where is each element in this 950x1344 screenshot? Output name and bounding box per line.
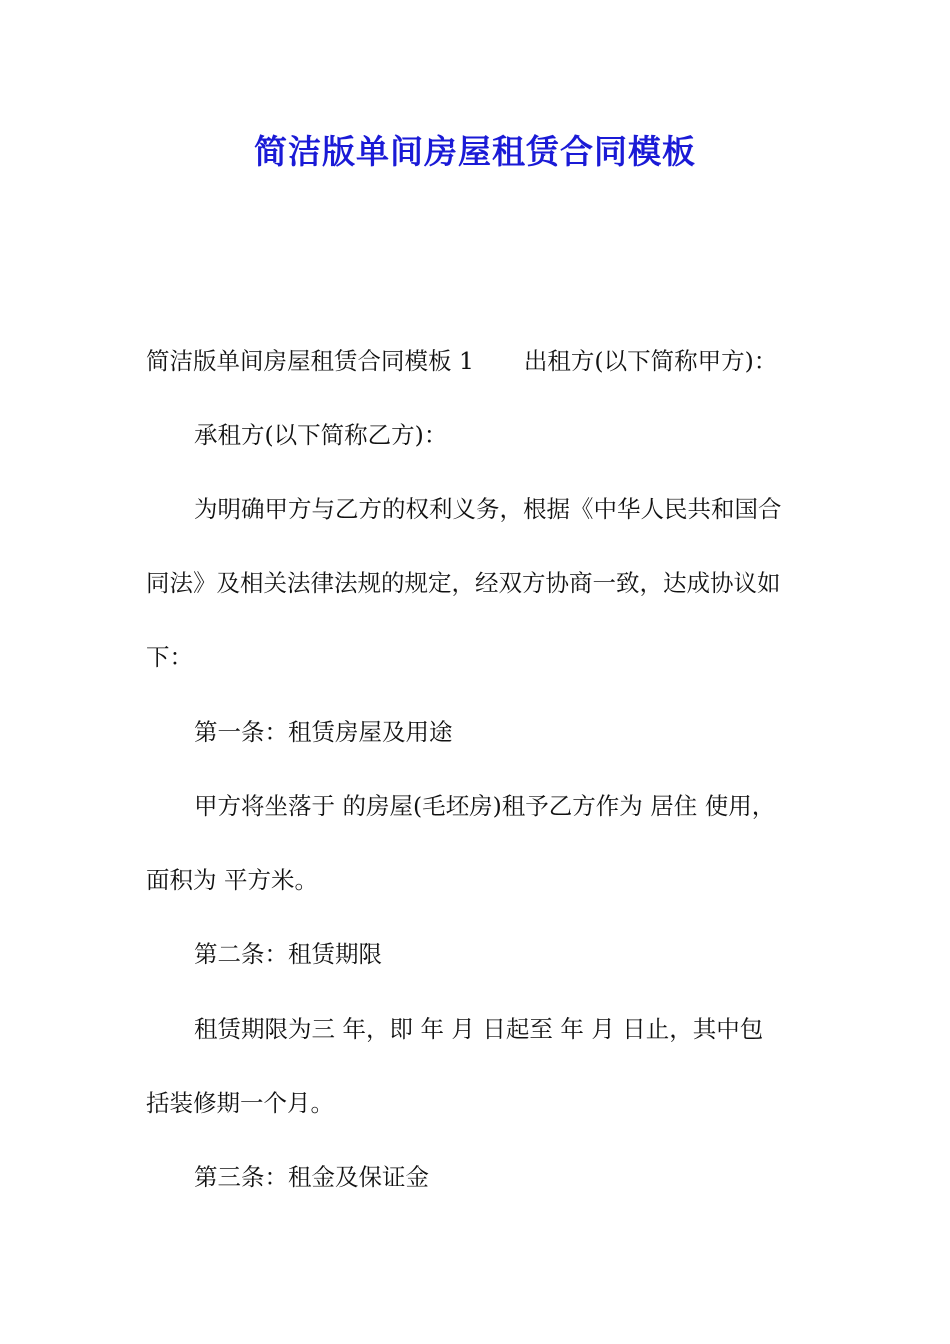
- section-heading-1: 第一条：租赁房屋及用途: [194, 718, 453, 746]
- section-heading-2: 第二条：租赁期限: [194, 940, 382, 968]
- lessee-label: 承租方(以下简称乙方)：: [194, 421, 448, 449]
- paragraph-line: 括装修期一个月。: [146, 1089, 334, 1117]
- paragraph-line: 租赁期限为三 年，即 年 月 日起至 年 月 日止，其中包: [194, 1015, 764, 1043]
- section-heading-3: 第三条：租金及保证金: [194, 1163, 429, 1191]
- paragraph-line: 甲方将坐落于 的房屋(毛坯房)租予乙方作为 居住 使用，: [194, 792, 776, 820]
- paragraph-line: 面积为 平方米。: [146, 866, 318, 894]
- paragraph-line: 下：: [146, 643, 193, 671]
- paragraph-line: 同法》及相关法律法规的规定，经双方协商一致，达成协议如: [146, 569, 781, 597]
- subtitle-text: 简洁版单间房屋租赁合同模板 1: [146, 347, 474, 375]
- lessor-label: 出租方(以下简称甲方)：: [523, 347, 778, 375]
- document-title: 简洁版单间房屋租赁合同模板: [254, 132, 696, 171]
- paragraph-line-heading: [146, 344, 826, 378]
- paragraph-line: 为明确甲方与乙方的权利义务，根据《中华人民共和国合: [194, 495, 782, 523]
